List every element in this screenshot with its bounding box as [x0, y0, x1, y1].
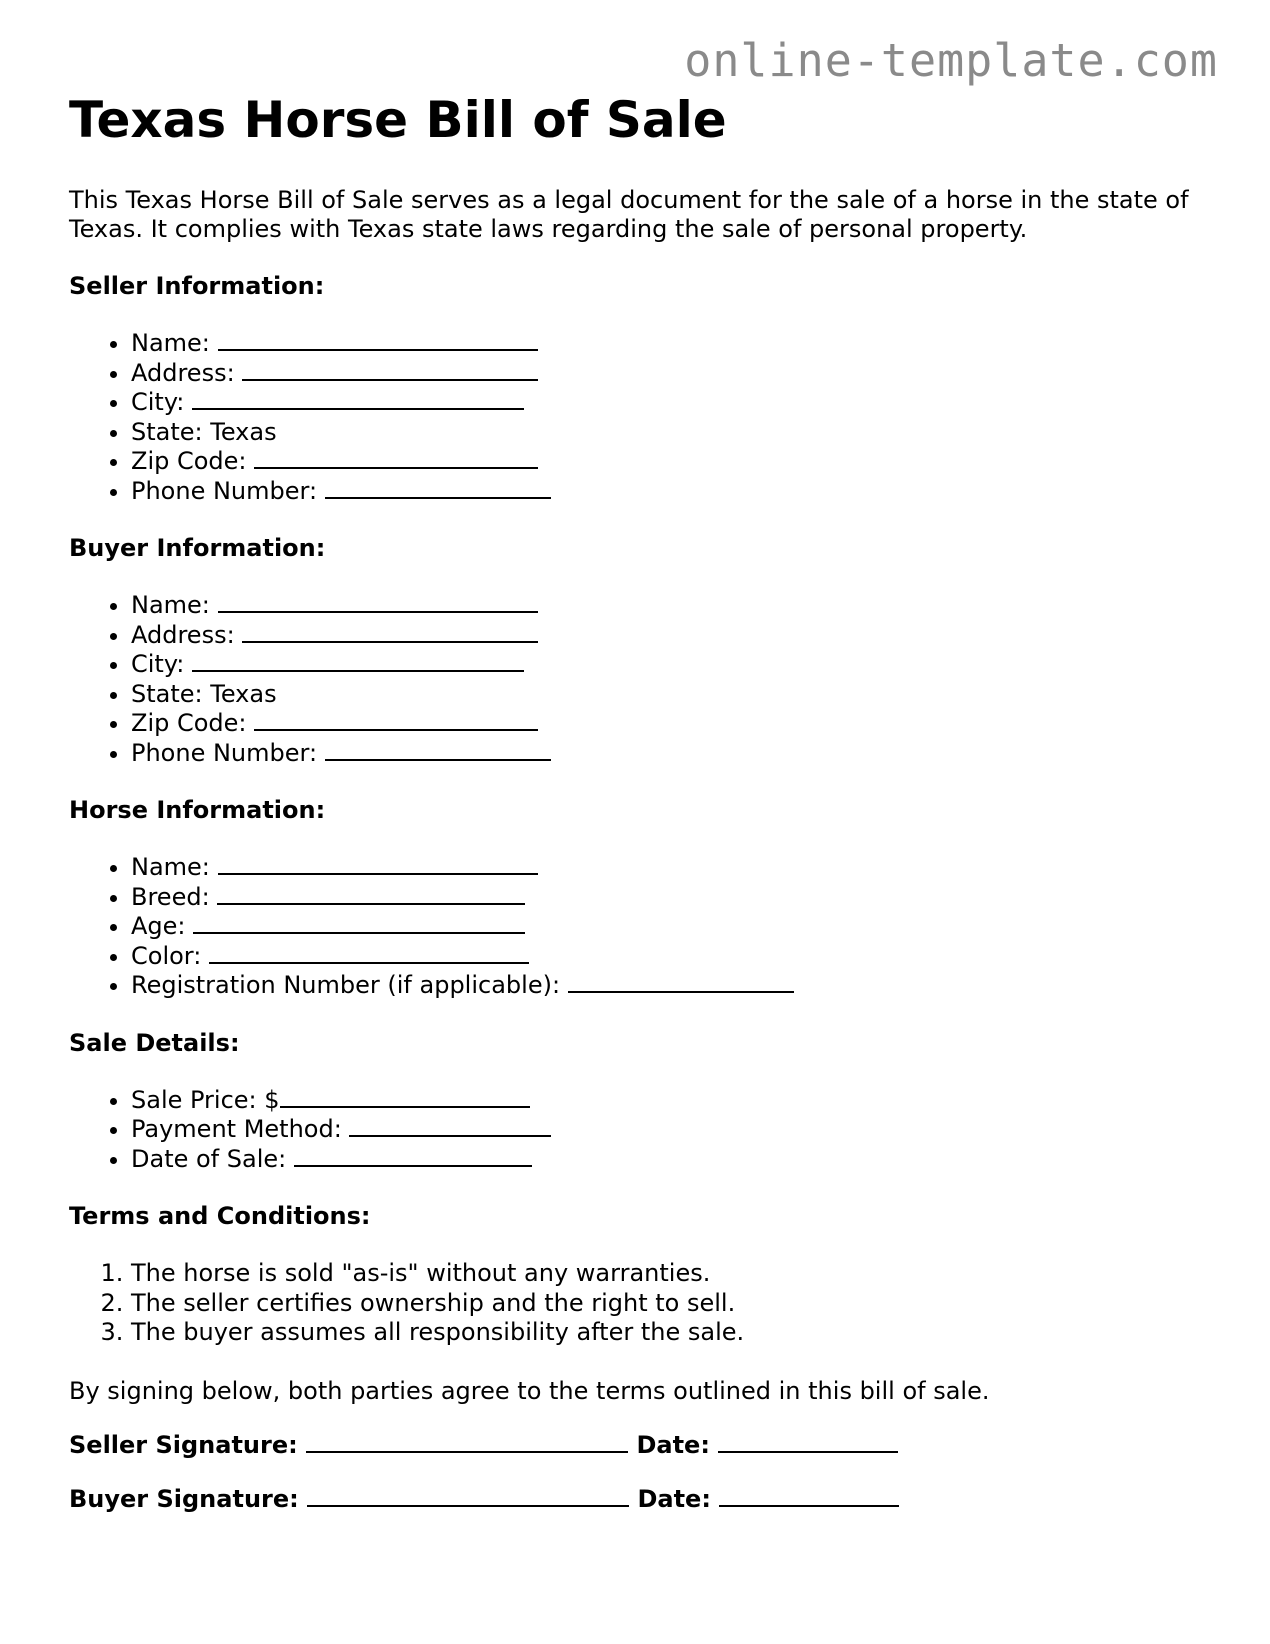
buyer-zip-item	[131, 709, 1219, 739]
sale-price-item	[131, 1086, 1219, 1116]
seller-signature-label: Seller Signature:	[69, 1430, 298, 1459]
field-label: Phone Number:	[131, 476, 318, 505]
seller-signature-blank[interactable]	[306, 1431, 628, 1453]
seller-date-blank[interactable]	[718, 1431, 898, 1453]
field-label: City:	[131, 388, 185, 416]
field-label: Name:	[131, 591, 210, 619]
field-label: Age:	[131, 912, 186, 940]
buyer-date-label: Date:	[637, 1484, 711, 1513]
field-label: Zip Code:	[131, 447, 247, 475]
field-label: Registration Number (if applicable):	[131, 971, 561, 999]
seller-name-item	[131, 329, 1219, 359]
horse-color-item	[131, 942, 1219, 972]
field-label: Phone Number:	[131, 738, 318, 767]
sale-fields	[69, 1086, 1219, 1175]
intro-paragraph: This Texas Horse Bill of Sale serves as a legal document for the sale of a horse in the state of Texas. It complies with Texas state laws regarding the sale of personal property.	[69, 186, 1189, 243]
horse-breed-blank[interactable]	[217, 883, 525, 905]
seller-heading: Seller Information:	[69, 272, 325, 300]
field-label: Payment Method:	[131, 1115, 342, 1143]
field-label: Name:	[131, 329, 210, 357]
field-label: Color:	[131, 941, 202, 970]
horse-name-blank[interactable]	[218, 853, 538, 875]
seller-zip-blank[interactable]	[254, 447, 538, 469]
field-label: State: Texas	[131, 417, 277, 446]
buyer-city-item	[131, 650, 1219, 680]
buyer-signature-blank[interactable]	[307, 1485, 629, 1507]
buyer-name-blank[interactable]	[218, 591, 538, 613]
seller-zip-item	[131, 447, 1219, 477]
date-of-sale-item	[131, 1145, 1219, 1175]
seller-date-label: Date:	[636, 1430, 710, 1459]
field-label: State: Texas	[131, 679, 277, 708]
buyer-signature-line	[69, 1485, 1219, 1514]
field-label: Address:	[131, 620, 235, 649]
seller-address-blank[interactable]	[242, 359, 538, 381]
document-page	[69, 86, 1219, 1514]
terms-item: 3. The buyer assumes all responsibility after the sale.	[131, 1318, 1219, 1348]
payment-method-blank[interactable]	[349, 1115, 551, 1137]
seller-phone-blank[interactable]	[325, 477, 551, 499]
page-title: Texas Horse Bill of Sale	[69, 91, 727, 149]
seller-city-item	[131, 388, 1219, 418]
buyer-date-blank[interactable]	[719, 1485, 899, 1507]
seller-fields	[69, 329, 1219, 506]
buyer-state-item	[131, 680, 1219, 710]
seller-signature-line	[69, 1431, 1219, 1460]
sale-heading: Sale Details:	[69, 1028, 240, 1057]
buyer-zip-blank[interactable]	[254, 709, 538, 731]
field-label: City:	[131, 650, 185, 678]
buyer-city-blank[interactable]	[192, 650, 524, 672]
buyer-name-item	[131, 591, 1219, 621]
closing-statement: By signing below, both parties agree to the terms outlined in this bill of sale.	[69, 1376, 990, 1405]
horse-registration-item	[131, 971, 1219, 1001]
watermark: online-template.com	[684, 34, 1218, 87]
terms-item: 2. The seller certifies ownership and the right to sell.	[131, 1289, 1219, 1319]
buyer-phone-blank[interactable]	[325, 739, 551, 761]
seller-address-item	[131, 359, 1219, 389]
field-label: Breed:	[131, 882, 210, 911]
horse-color-blank[interactable]	[209, 942, 529, 964]
horse-breed-item	[131, 883, 1219, 913]
horse-age-item	[131, 912, 1219, 942]
buyer-heading: Buyer Information:	[69, 534, 326, 562]
horse-heading: Horse Information:	[69, 796, 326, 824]
seller-city-blank[interactable]	[192, 388, 524, 410]
field-label: Zip Code:	[131, 709, 247, 737]
sale-price-blank[interactable]	[280, 1086, 530, 1108]
horse-fields	[69, 853, 1219, 1001]
payment-method-item	[131, 1115, 1219, 1145]
buyer-fields	[69, 591, 1219, 768]
field-label: Name:	[131, 853, 210, 881]
buyer-phone-item	[131, 739, 1219, 769]
buyer-address-blank[interactable]	[242, 621, 538, 643]
horse-name-item	[131, 853, 1219, 883]
field-label: Date of Sale:	[131, 1144, 287, 1173]
horse-age-blank[interactable]	[193, 912, 525, 934]
date-of-sale-blank[interactable]	[294, 1145, 532, 1167]
seller-name-blank[interactable]	[218, 329, 538, 351]
horse-registration-blank[interactable]	[568, 971, 794, 993]
terms-list	[69, 1259, 1219, 1348]
terms-heading: Terms and Conditions:	[69, 1202, 371, 1230]
field-label: Sale Price: $	[131, 1085, 280, 1114]
terms-item: 1. The horse is sold "as-is" without any warranties.	[131, 1259, 1219, 1289]
field-label: Address:	[131, 358, 235, 387]
seller-state-item	[131, 418, 1219, 448]
buyer-address-item	[131, 621, 1219, 651]
buyer-signature-label: Buyer Signature:	[69, 1484, 299, 1513]
seller-phone-item	[131, 477, 1219, 507]
